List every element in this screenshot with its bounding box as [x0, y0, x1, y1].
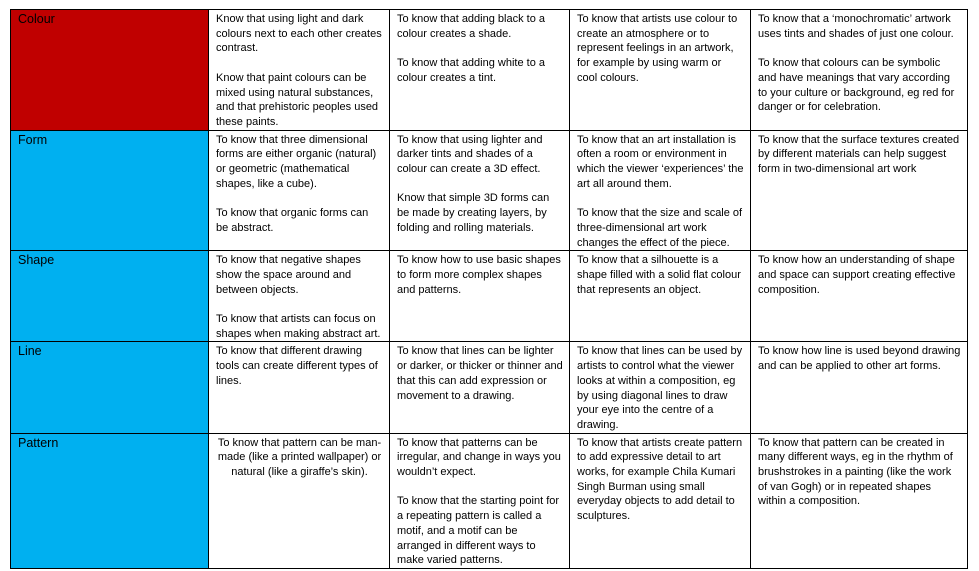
topic-label-colour: Colour	[18, 12, 55, 26]
cell-form-4	[751, 130, 968, 251]
cell-text: To know that adding white to a colour creates a tint.	[397, 57, 545, 84]
topic-label-shape: Shape	[18, 253, 55, 268]
cell-text: To know that lines can be lighter or darker, or thicker or thinner and that this can add expression or movement to a drawing.	[397, 345, 563, 402]
cell-text: To know how line is used beyond drawing and can be applied to other art forms.	[758, 345, 961, 373]
cell-text: Know that paint colours can be mixed using natural substances, and that prehistoric peoples used these paints.	[216, 71, 379, 128]
cell-form-3	[570, 130, 751, 251]
row-form	[11, 130, 968, 251]
cell-pattern-1	[209, 433, 390, 568]
cell-text: Know that using light and dark colours next to each other creates contrast.	[216, 13, 382, 55]
cell-text: To know that patterns can be irregular, and change in ways you wouldn’t expect.	[397, 436, 561, 479]
topic-cell-line	[11, 342, 209, 433]
art-curriculum-table	[10, 9, 968, 569]
cell-text: To know that different drawing tools can create different types of lines.	[216, 345, 378, 387]
cell-text: To know that organic forms can be abstract.	[216, 207, 369, 234]
cell-text: To know that three dimensional forms are either organic (natural) or geometric (mathematical shapes, like a cube).	[216, 133, 377, 190]
topic-cell-shape	[11, 251, 209, 342]
row-shape	[11, 251, 968, 342]
cell-text: To know that pattern can be man-made (like a printed wallpaper) or natural (like a giraffe’s skin).	[217, 436, 382, 479]
cell-form-1	[209, 130, 390, 251]
cell-form-2	[390, 130, 570, 251]
cell-colour-3	[570, 10, 751, 131]
cell-colour-2	[390, 10, 570, 131]
topic-label-form: Form	[18, 132, 48, 147]
cell-line-2	[390, 342, 570, 433]
cell-shape-4	[751, 251, 968, 342]
cell-line-1	[209, 342, 390, 433]
cell-text: To know that using lighter and darker tints and shades of a colour can create a 3D effect.	[397, 133, 543, 176]
cell-text: To know how an understanding of shape and space can support creating effective composition.	[758, 254, 956, 296]
cell-text: To know that adding black to a colour creates a shade.	[397, 13, 545, 40]
topic-label-pattern: Pattern	[18, 435, 59, 450]
cell-shape-1	[209, 251, 390, 342]
cell-shape-2	[390, 251, 570, 342]
row-pattern	[11, 433, 968, 568]
cell-pattern-2	[390, 433, 570, 568]
row-colour	[11, 10, 968, 131]
cell-text: To know that the starting point for a repeating pattern is called a motif, and a motif can be arranged in different ways to make varied patterns.	[397, 495, 560, 567]
cell-colour-1	[209, 10, 390, 131]
cell-text: To know that artists use colour to create an atmosphere or to represent feelings in an artwork, for example by using warm or cool colours.	[577, 13, 738, 84]
cell-text: Know that simple 3D forms can be made by creating layers, by folding and rolling materials.	[397, 192, 550, 234]
topic-cell-pattern	[11, 433, 209, 568]
topic-cell-colour	[11, 10, 209, 131]
cell-pattern-4	[751, 433, 968, 568]
cell-text: To know that negative shapes show the space around and between objects.	[216, 254, 361, 296]
topic-cell-form	[11, 130, 209, 251]
cell-text: To know that artists can focus on shapes when making abstract art.	[216, 313, 381, 340]
cell-text: To know how to use basic shapes to form more complex shapes and patterns.	[397, 254, 561, 296]
cell-text: To know that pattern can be created in many different ways, eg in the rhythm of brushstrokes in a painting (like the work of van Gogh) or in repeated shapes within a composition.	[758, 436, 953, 508]
cell-text: To know that a silhouette is a shape filled with a solid flat colour that represents an object.	[577, 254, 741, 296]
topic-label-line: Line	[18, 344, 42, 359]
cell-colour-4	[751, 10, 968, 131]
cell-text: To know that the size and scale of three-dimensional art work changes the effect of the piece.	[577, 207, 743, 249]
cell-text: To know that lines can be used by artists to control what the viewer looks at within a composition, eg by using diagonal lines to draw your eye into the centre of a drawing.	[577, 345, 743, 431]
cell-shape-3	[570, 251, 751, 342]
cell-text: To know that colours can be symbolic and have meanings that vary according to your culture or background, eg red for danger or for celebration.	[758, 57, 955, 114]
cell-line-3	[570, 342, 751, 433]
cell-text: To know that artists create pattern to add expressive detail to art works, for example Chila Kumari Singh Burman using small everyday objects to add detail to sculptures.	[577, 436, 743, 523]
cell-line-4	[751, 342, 968, 433]
row-line	[11, 342, 968, 433]
cell-pattern-3	[570, 433, 751, 568]
cell-text: To know that a ‘monochromatic’ artwork uses tints and shades of just one colour.	[758, 13, 954, 40]
cell-text: To know that the surface textures created by different materials can help suggest form in two-dimensional art work	[758, 133, 960, 176]
cell-text: To know that an art installation is often a room or environment in which the viewer ‘experiences’ the art all around them.	[577, 133, 744, 190]
